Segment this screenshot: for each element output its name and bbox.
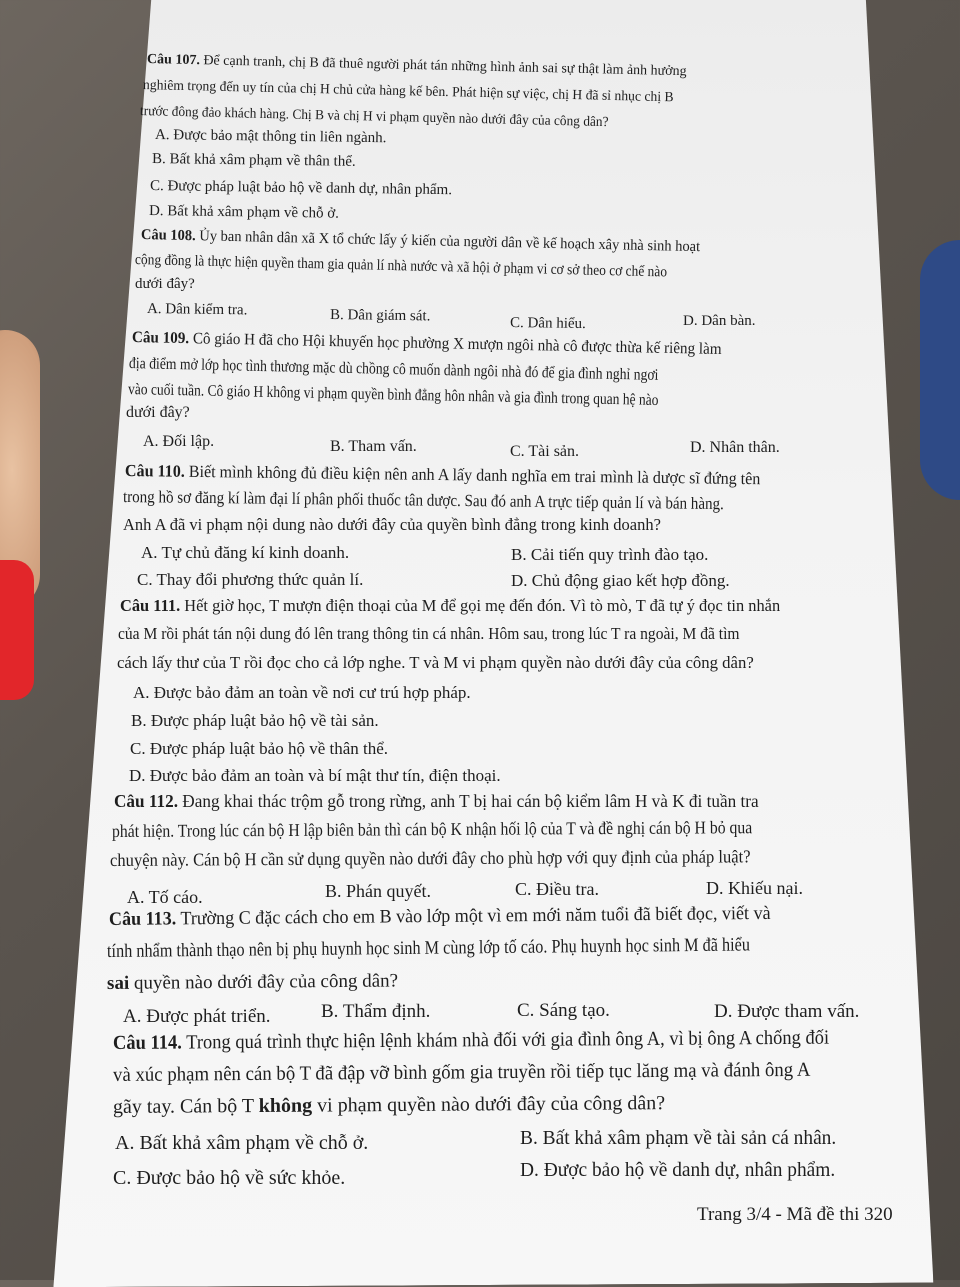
option-107-d: D. Bất khả xâm phạm về chỗ ở. [148,203,340,222]
question-114-line-1: Câu 114. Trong quá trình thực hiện lệnh khám nhà đối với gia đình ông A, vì bị ông A chống đối [112,1026,830,1054]
option-109-a: A. Đối lập. [143,433,215,450]
option-112-c: C. Điều tra. [515,879,599,899]
question-107-line-2: nghiêm trọng đến uy tín của chị H chủ cửa hàng kế bên. Phát hiện sự việc, chị H đã sỉ nhục chị B [142,78,674,106]
question-108-line-2: cộng đồng là thực hiện quyền tham gia quản lí nhà nước và xã hội ở phạm vi cơ sở theo cơ chế nào [134,252,668,281]
question-112-line-1: Câu 112. Đang khai thác trộm gỗ trong rừng, anh T bị hai cán bộ kiểm lâm H và K đi tuần tra [114,791,759,811]
question-112-line-3: chuyện này. Cán bộ H cần sử dụng quyền nào dưới đây cho phù hợp với quy định của pháp luật? [109,846,751,870]
option-114-b: B. Bất khả xâm phạm về tài sản cá nhân. [520,1127,837,1149]
option-113-d: D. Được tham vấn. [714,1001,860,1022]
option-108-a: A. Dân kiểm tra. [146,301,248,319]
option-110-d: D. Chủ động giao kết hợp đồng. [511,571,730,590]
option-111-c: C. Được pháp luật bảo hộ về thân thể. [130,739,389,758]
question-108-line-3: dưới đây? [135,276,195,292]
option-113-a: A. Được phát triển. [123,1006,271,1027]
option-108-c: C. Dân hiểu. [509,315,586,333]
option-114-a: A. Bất khả xâm phạm về chỗ ở. [115,1132,369,1154]
question-114-line-3: gãy tay. Cán bộ T không vi phạm quyền nào dưới đây của công dân? [112,1092,666,1118]
option-112-d: D. Khiếu nại. [706,878,803,898]
question-112-line-2: phát hiện. Trong lúc cán bộ H lập biên bản thì cán bộ K nhận hối lộ của T và đề nghị cán bộ H bỏ qua [111,817,753,841]
option-110-b: B. Cải tiến quy trình đào tạo. [511,545,709,564]
question-113-line-3: sai quyền nào dưới đây của công dân? [106,970,399,994]
option-107-c: C. Được pháp luật bảo hộ về danh dự, nhân phẩm. [149,178,453,199]
option-108-b: B. Dân giám sát. [329,307,431,325]
question-113-line-2: tính nhẩm thành thạo nên bị phụ huynh học sinh M cùng lớp tố cáo. Phụ huynh học sinh M đã hiểu [106,934,751,962]
page-footer: Trang 3/4 - Mã đề thi 320 [697,1204,893,1225]
option-113-c: C. Sáng tạo. [517,1000,610,1021]
question-111-line-3: cách lấy thư của T rồi đọc cho cả lớp nghe. T và M vi phạm quyền nào dưới đây của công dân? [117,653,754,672]
option-111-a: A. Được bảo đảm an toàn về nơi cư trú hợp pháp. [133,683,471,702]
option-107-a: A. Được bảo mật thông tin liên ngành. [154,127,387,147]
option-108-d: D. Dân bàn. [683,313,756,329]
option-110-c: C. Thay đổi phương thức quản lí. [137,570,364,589]
question-109-line-2: địa điểm mở lớp học tình thương mặc dù chồng cô muốn dành ngôi nhà đó để gia đình nghỉ ngơi [128,355,659,384]
option-109-d: D. Nhân thân. [690,439,780,456]
option-109-b: B. Tham vấn. [330,438,417,455]
question-107-line-1: Câu 107. Để cạnh tranh, chị B đã thuê người phát tán những hình ảnh sai sự thật làm ảnh hưởng [146,52,687,80]
option-113-b: B. Thẩm định. [321,1001,431,1022]
option-107-b: B. Bất khả xâm phạm về thân thể. [151,151,356,170]
option-114-d: D. Được bảo hộ về danh dự, nhân phẩm. [520,1159,836,1181]
question-109-line-1: Câu 109. Cô giáo H đã cho Hội khuyến học phường X mượn ngôi nhà cô được thừa kế riêng làm [131,329,722,358]
question-109-line-4: dưới đây? [126,404,190,421]
option-111-b: B. Được pháp luật bảo hộ về tài sản. [131,711,379,730]
option-112-a: A. Tố cáo. [127,887,203,907]
question-110-line-2: trong hồ sơ đăng kí làm đại lí phân phối thuốc tân dược. Sau đó anh A trực tiếp quản lí và bán hàng. [122,487,724,514]
option-110-a: A. Tự chủ đăng kí kinh doanh. [141,543,350,562]
question-111-line-1: Câu 111. Hết giờ học, T mượn điện thoại của M để gọi mẹ đến đón. Vì tò mò, T đã tự ý đọc tin nhắn [120,596,781,615]
question-108-line-1: Câu 108. Ủy ban nhân dân xã X tổ chức lấy ý kiến của người dân về kế hoạch xây nhà sinh hoạt [140,227,701,256]
question-107-line-3: trước đông đảo khách hàng. Chị B và chị H vi phạm quyền nào dưới đây của công dân? [139,104,609,131]
question-114-line-2: và xúc phạm nên cán bộ T đã đập vỡ bình gốm gia truyền rồi tiếp tục lăng mạ và đánh ông A [112,1058,811,1086]
question-110-line-1: Câu 110. Biết mình không đủ điều kiện nên anh A lấy danh nghĩa em trai mình là dược sĩ đứng tên [124,461,761,489]
option-112-b: B. Phán quyết. [325,881,431,901]
question-113-line-1: Câu 113. Trường C đặc cách cho em B vào lớp một vì em mới năm tuổi đã biết đọc, viết và [108,902,771,930]
option-109-c: C. Tài sản. [510,443,580,460]
question-111-line-2: của M rồi phát tán nội dung đó lên trang thông tin cá nhân. Hôm sau, trong lúc T ra ngoài, M đã tìm [118,624,740,643]
question-110-line-3: Anh A đã vi phạm nội dung nào dưới đây của quyền bình đẳng trong kinh doanh? [123,515,661,534]
option-114-c: C. Được bảo hộ về sức khỏe. [113,1167,346,1189]
option-111-d: D. Được bảo đảm an toàn và bí mật thư tín, điện thoại. [129,766,501,785]
question-109-line-3: vào cuối tuần. Cô giáo H không vi phạm quyền bình đẳng hôn nhân và gia đình trong quan hệ nào [127,381,659,409]
